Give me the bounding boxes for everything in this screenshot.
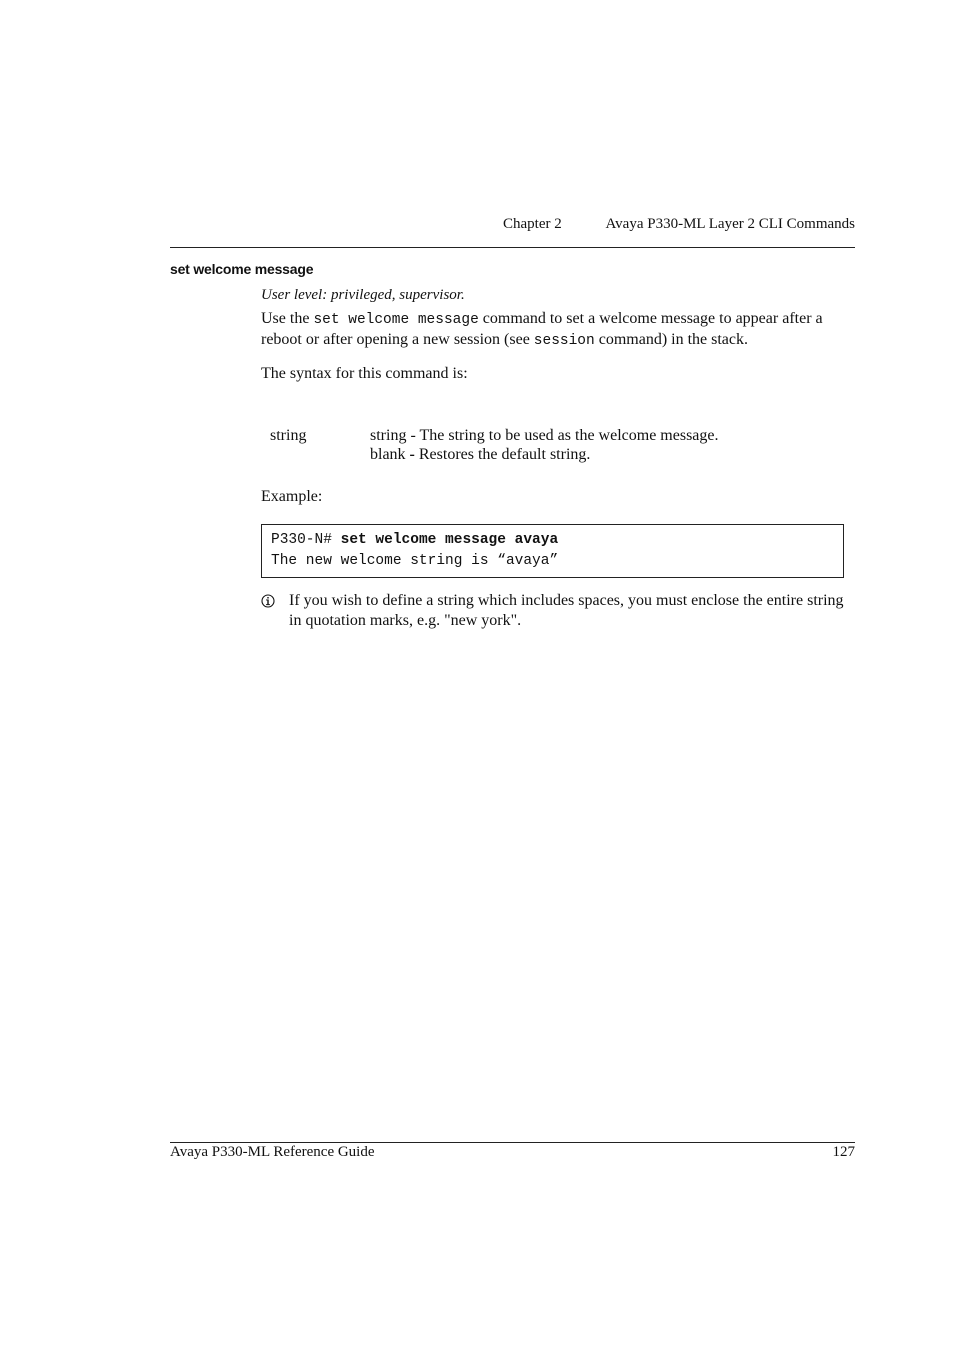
code-prompt: P330-N#	[271, 532, 341, 548]
header-rule	[170, 247, 855, 248]
param-name: string	[270, 427, 307, 444]
param-desc-line-2	[370, 445, 855, 464]
param-blank-label: blank	[370, 446, 410, 463]
intro-text-2: command to set a welcome message to appear after a reboot or after opening a new session (see	[261, 310, 823, 348]
param-dash: -	[409, 446, 415, 463]
page-number: 127	[832, 1144, 855, 1160]
chapter-label: Chapter 2	[503, 216, 562, 232]
example-label: Example:	[261, 488, 323, 505]
code-example-box	[261, 524, 844, 578]
code-command: set welcome message avaya	[340, 532, 559, 548]
user-level: User level: privileged, supervisor.	[261, 287, 465, 303]
syntax-intro: The syntax for this command is:	[261, 365, 468, 382]
param-description	[370, 426, 855, 464]
intro-session-command: session	[533, 333, 595, 349]
note-text: If you wish to define a string which includes spaces, you must enclose the entire string in quotation marks, e.g. "new york".	[289, 592, 844, 629]
intro-text-3: command) in the stack.	[594, 331, 749, 348]
footer-guide-title: Avaya P330-ML Reference Guide	[170, 1144, 375, 1160]
header-title: Avaya P330-ML Layer 2 CLI Commands	[605, 216, 855, 232]
intro-text-1: Use the	[261, 310, 314, 327]
intro-paragraph	[261, 309, 855, 351]
page-header	[170, 214, 855, 236]
footer-rule	[170, 1142, 855, 1143]
code-line-command	[271, 530, 558, 551]
section-heading: set welcome message	[170, 261, 314, 277]
param-desc-line-1: string - The string to be used as the welcome message.	[370, 427, 719, 444]
code-line-output: The new welcome string is “avaya”	[271, 553, 559, 569]
intro-command: set welcome message	[313, 312, 479, 328]
param-blank-desc: Restores the default string.	[414, 446, 591, 463]
info-icon	[261, 594, 275, 608]
